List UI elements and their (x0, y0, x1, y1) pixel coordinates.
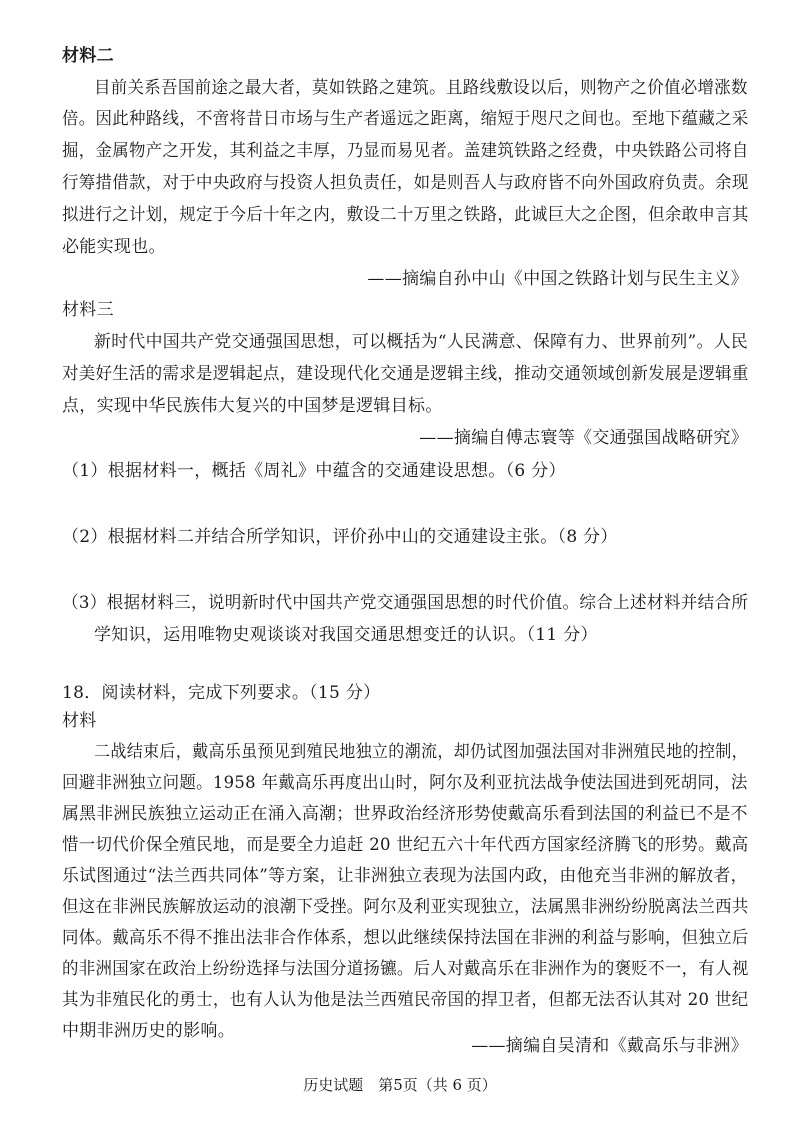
question-3-line1: （3）根据材料三，说明新时代中国共产党交通强国思想的时代价值。综合上述材料并结合所 (62, 593, 749, 613)
q18-line: 回避非洲独立问题。1958 年戴高乐再度出山时，阿尔及利亚抗法战争使法国进到死胡同，法 (62, 773, 748, 793)
question-2: （2）根据材料二并结合所学知识，评价孙中山的交通建设主张。（8 分） (62, 527, 618, 547)
q18-line: 中期非洲历史的影响。 (62, 1021, 235, 1041)
q18-line: 二战结束后，戴高乐虽预见到殖民地独立的潮流，却仍试图加强法国对非洲殖民地的控制， (94, 742, 748, 762)
material2-line: 目前关系吾国前途之最大者，莫如铁路之建筑。且路线敷设以后，则物产之价值必增涨数 (94, 78, 748, 98)
material2-line: 拟进行之计划，规定于今后十年之内，敷设二十万里之铁路，此诚巨大之企图，但余敢申言其 (62, 205, 749, 225)
material2-line: 行筹措借款，对于中央政府与投资人担负责任，如是则吾人与政府皆不向外国政府负责。余现 (62, 173, 749, 193)
q18-title: 18．阅读材料，完成下列要求。（15 分） (62, 683, 381, 703)
material3-source: ——摘编自傅志寰等《交通强国战略研究》 (419, 428, 748, 448)
q18-line: 乐试图通过“法兰西共同体”等方案，让非洲独立表现为法国内政，由他充当非洲的解放者， (62, 866, 748, 886)
material2-heading: 材料二 (62, 46, 114, 66)
material2-line: 倍。因此种路线，不啻将昔日市场与生产者遥远之距离，缩短于咫尺之间也。至地下蕴藏之采 (62, 109, 749, 129)
question-3-line2: 学知识，运用唯物史观谈谈对我国交通思想变迁的认识。（11 分） (94, 625, 598, 645)
question-1: （1）根据材料一，概括《周礼》中蕴含的交通建设思想。（6 分） (62, 461, 566, 481)
q18-line: 其为非殖民化的勇士，也有人认为他是法兰西殖民帝国的捍卫者，但都无法否认其对 20 世纪 (62, 990, 749, 1010)
q18-line: 同体。戴高乐不得不推出法非合作体系，想以此继续保持法国在非洲的利益与影响，但独立后 (62, 928, 749, 948)
q18-line: 属黑非洲民族独立运动正在涌入高潮；世界政治经济形势使戴高乐看到法国的利益已不是不 (62, 804, 748, 824)
q18-source: ——摘编自吴清和《戴高乐与非洲》 (471, 1036, 748, 1056)
q18-material-heading: 材料 (62, 711, 97, 731)
q18-line: 惜一切代价保全殖民地，而是要全力追赶 20 世纪五六十年代西方国家经济腾飞的形势。戴高 (62, 835, 749, 855)
material2-line: 必能实现也。 (62, 237, 166, 257)
q18-line: 的非洲国家在政治上纷纷选择与法国分道扬镳。后人对戴高乐在非洲作为的褒贬不一，有人视 (62, 959, 749, 979)
q18-line: 但这在非洲民族解放运动的浪潮下受挫。阿尔及利亚实现独立，法属黑非洲纷纷脱离法兰西共 (62, 897, 749, 917)
material3-line: 对美好生活的需求是逻辑起点，建设现代化交通是逻辑主线，推动交通领域创新发展是逻辑重 (62, 364, 749, 384)
material3-line: 新时代中国共产党交通强国思想，可以概括为“人民满意、保障有力、世界前列”。人民 (94, 332, 749, 352)
page-footer: 历史试题 第5页（共 6 页） (303, 1076, 497, 1094)
material3-heading: 材料三 (62, 300, 114, 320)
material2-source: ——摘编自孙中山《中国之铁路计划与民生主义》 (367, 269, 748, 289)
material3-line: 点，实现中华民族伟大复兴的中国梦是逻辑目标。 (62, 396, 443, 416)
material2-line: 掘，金属物产之开发，其利益之丰厚，乃显而易见者。盖建筑铁路之经费，中央铁路公司将自 (62, 141, 749, 161)
